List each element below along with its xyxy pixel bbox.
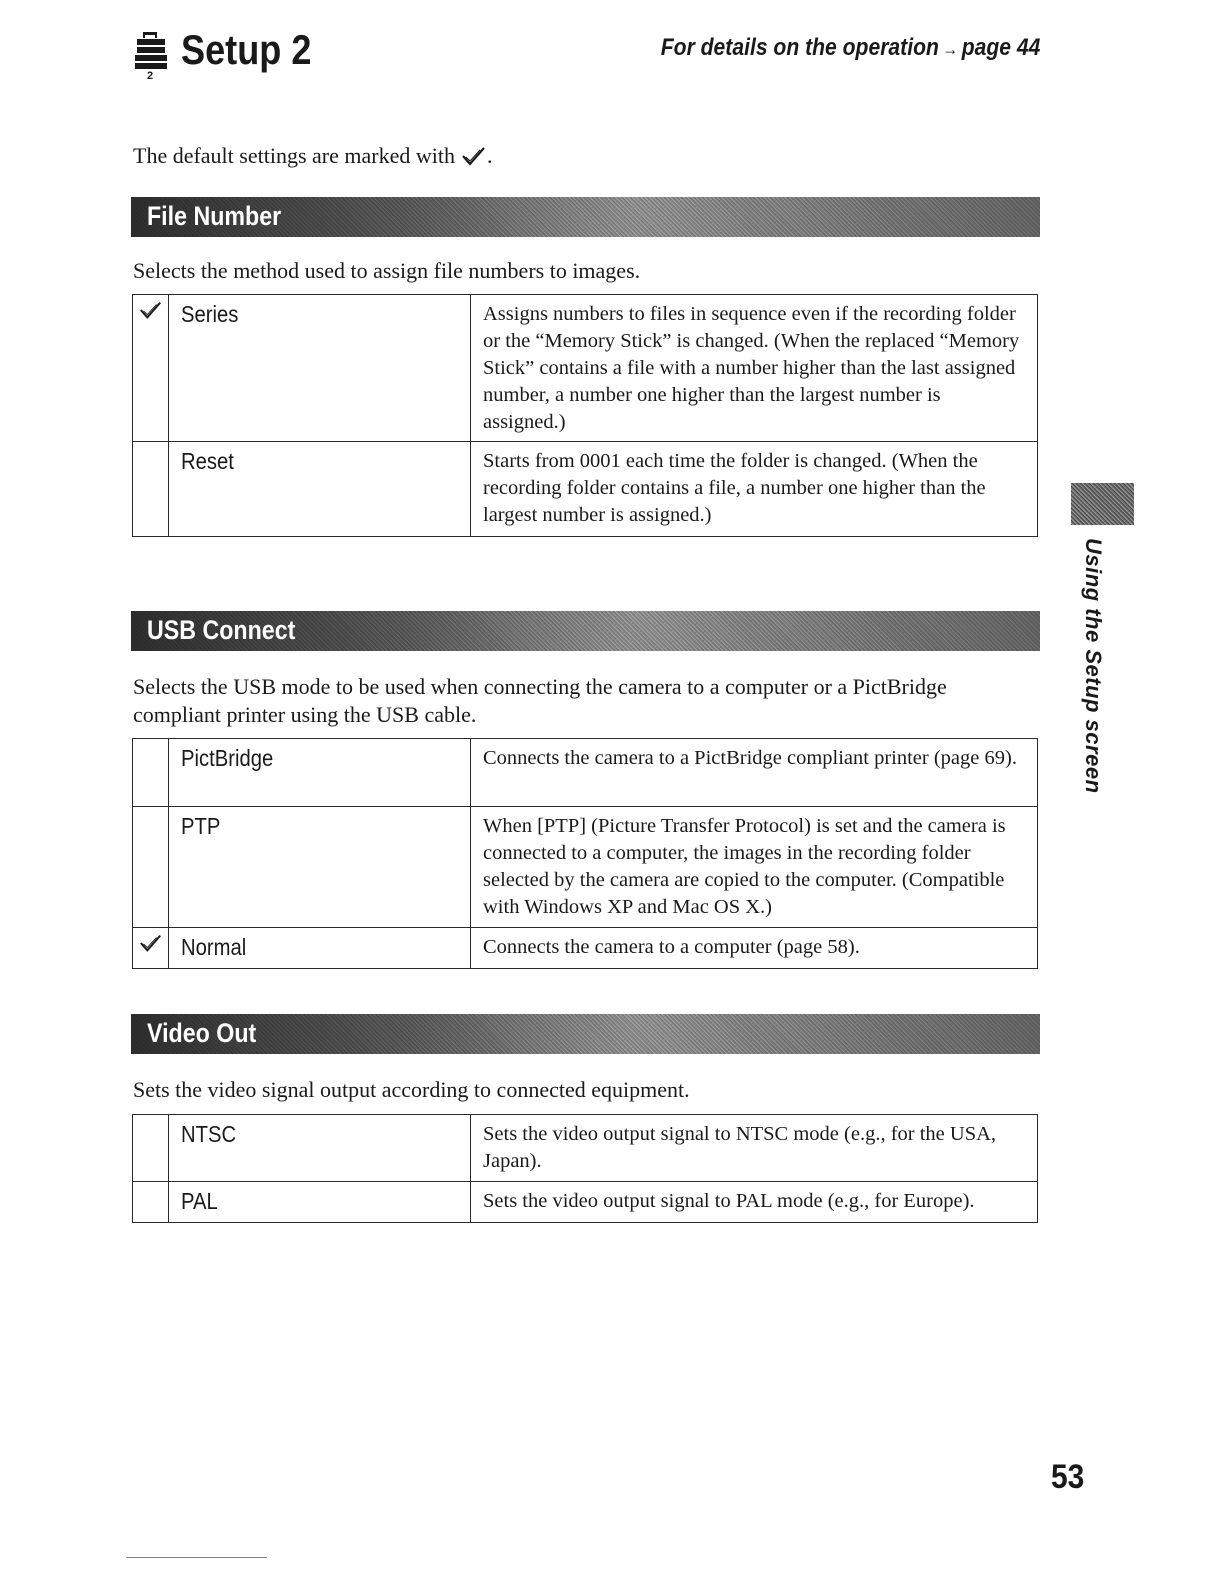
arrow-right-icon: → <box>941 39 958 59</box>
option-name <box>169 295 471 442</box>
option-description: When [PTP] (Picture Transfer Protocol) is set and the camera is connected to a computer, the images in the recording folder selected by the camera are copied to the computer. (Compatible with Windows XP and Mac OS X.) <box>471 807 1038 928</box>
intro-label: The default settings are marked with <box>133 143 455 168</box>
operation-reference <box>660 34 1040 62</box>
option-name <box>169 739 471 807</box>
section-title: Video Out <box>147 1018 257 1048</box>
default-mark-cell <box>133 928 169 969</box>
option-name <box>169 442 471 537</box>
default-mark-cell <box>133 1182 169 1223</box>
table-row <box>133 928 1038 969</box>
section-file-number <box>131 197 1040 537</box>
intro-text <box>133 143 492 173</box>
table-row <box>133 442 1038 537</box>
option-name-label: PAL <box>181 1188 218 1214</box>
option-name-label: NTSC <box>181 1121 237 1147</box>
section-description: Selects the method used to assign file numbers to images. <box>133 258 641 283</box>
page-title: Setup 2 <box>181 26 312 73</box>
side-tab-marker <box>1071 483 1134 525</box>
option-description: Connects the camera to a computer (page 58). <box>471 928 1038 969</box>
section-description: Sets the video signal output according to connected equipment. <box>133 1077 690 1102</box>
section-header-bar <box>131 611 1040 651</box>
page-number: 53 <box>1051 1458 1085 1496</box>
side-tab-label: Using the Setup screen <box>1081 538 1106 794</box>
option-description: Starts from 0001 each time the folder is changed. (When the recording folder contains a file, a number one higher than the largest number is assigned.) <box>471 442 1038 537</box>
page-header <box>131 26 333 90</box>
option-name <box>169 1182 471 1223</box>
default-mark-cell <box>133 807 169 928</box>
checkmark-icon <box>461 145 487 173</box>
option-name-label: PictBridge <box>181 745 274 771</box>
table-row <box>133 739 1038 807</box>
option-name-label: PTP <box>181 813 221 839</box>
options-table <box>132 738 1038 969</box>
table-row <box>133 1182 1038 1223</box>
table-row <box>133 807 1038 928</box>
default-mark-cell <box>133 295 169 442</box>
table-row <box>133 295 1038 442</box>
option-name <box>169 807 471 928</box>
section-header-bar <box>131 197 1040 237</box>
option-name-label: Reset <box>181 448 234 474</box>
section-title: USB Connect <box>147 615 296 645</box>
option-name <box>169 928 471 969</box>
options-table <box>132 1114 1038 1223</box>
section-usb-connect <box>131 611 1040 969</box>
option-description: Assigns numbers to files in sequence even if the recording folder or the “Memory Stick” is changed. (When the replaced “Memory Stick” contains a file with a number higher than the last assigned number, a number one higher than the largest number is assigned.) <box>471 295 1038 442</box>
option-name-label: Series <box>181 301 239 327</box>
checkmark-icon <box>139 941 163 958</box>
section-header-bar <box>131 1014 1040 1054</box>
option-description: Sets the video output signal to PAL mode (e.g., for Europe). <box>471 1182 1038 1223</box>
intro-end: . <box>486 143 493 168</box>
checkmark-icon <box>139 308 163 325</box>
option-description: Connects the camera to a PictBridge compliant printer (page 69). <box>471 739 1038 807</box>
setup-toolbox-icon <box>131 26 177 90</box>
section-video-out <box>131 1014 1040 1223</box>
operation-ref-text: For details on the operation <box>660 34 939 61</box>
option-name-label: Normal <box>181 934 247 960</box>
option-name <box>169 1115 471 1182</box>
default-mark-cell <box>133 442 169 537</box>
default-mark-cell <box>133 1115 169 1182</box>
options-table <box>132 294 1038 537</box>
table-row <box>133 1115 1038 1182</box>
setup-icon-number: 2 <box>147 70 154 82</box>
section-title: File Number <box>147 201 282 231</box>
section-description: Selects the USB mode to be used when connecting the camera to a computer or a PictBridge compliant printer using the USB cable. <box>133 674 947 727</box>
operation-ref-page: page 44 <box>961 34 1040 61</box>
footer-rule <box>126 1557 267 1558</box>
option-description: Sets the video output signal to NTSC mode (e.g., for the USA, Japan). <box>471 1115 1038 1182</box>
default-mark-cell <box>133 739 169 807</box>
